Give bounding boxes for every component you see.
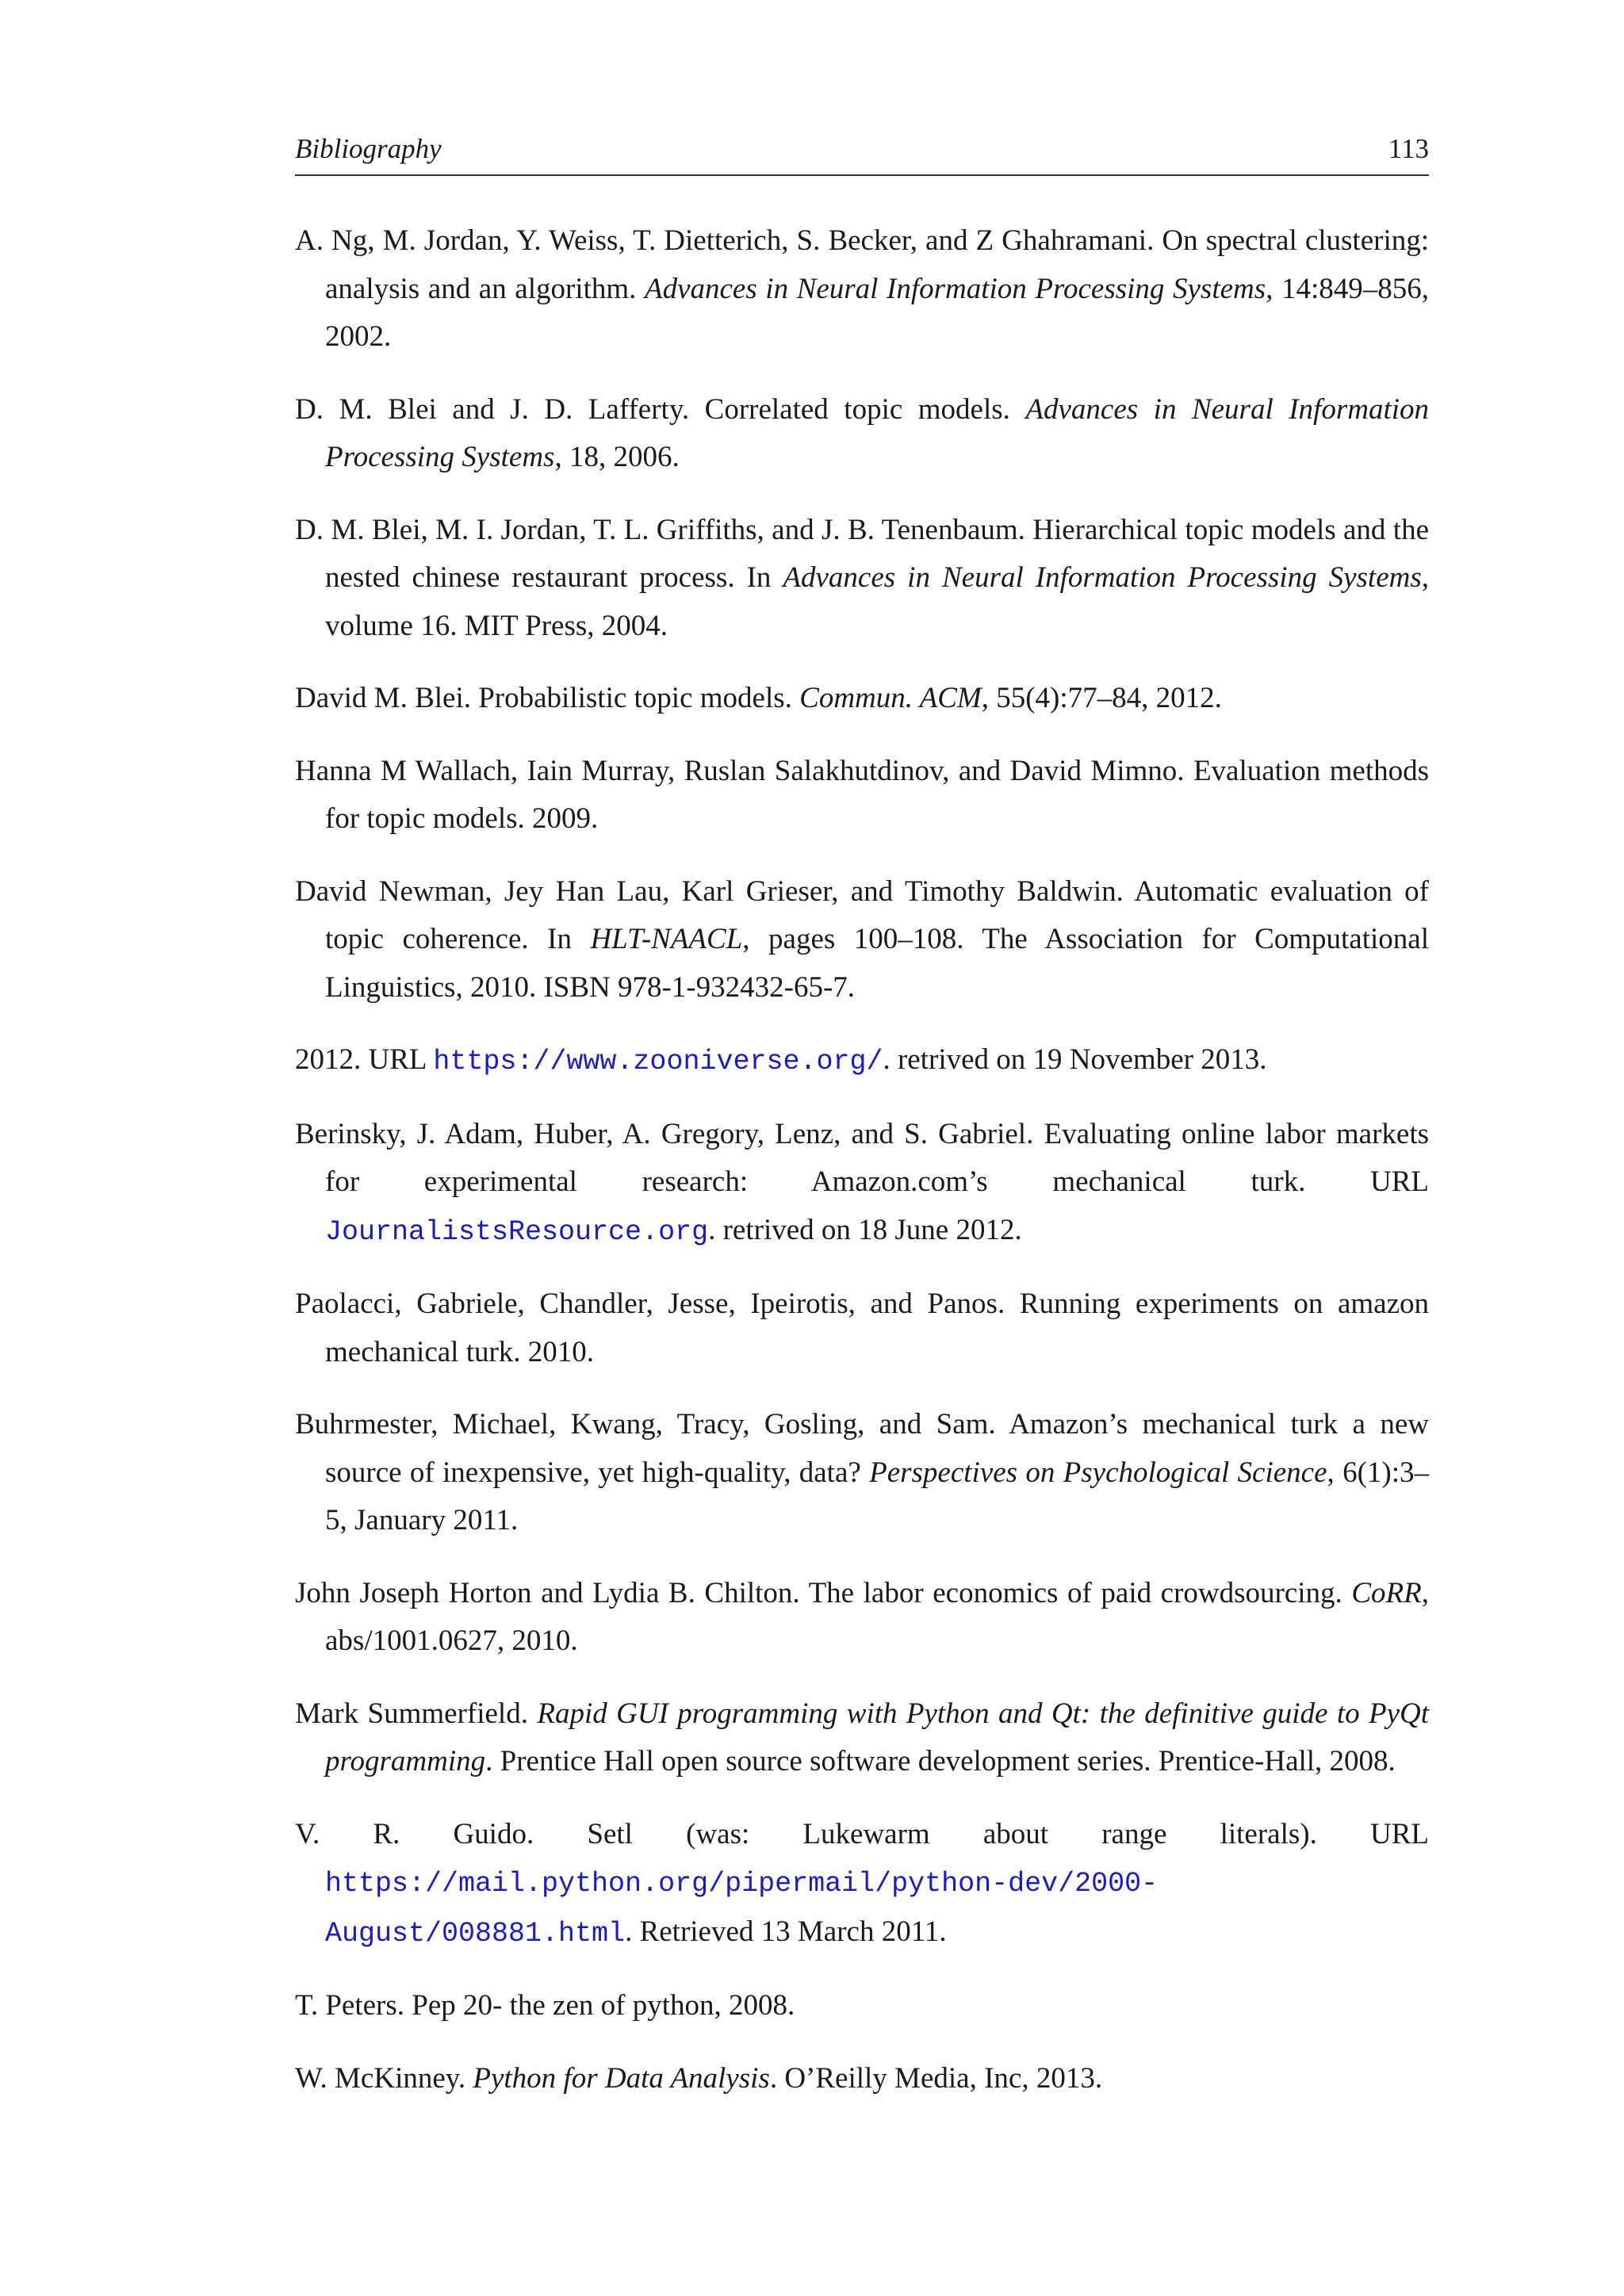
reference-details: , volume 16. MIT Press, 2004. xyxy=(325,561,1429,642)
page-number: 113 xyxy=(1388,133,1429,164)
reference-venue: Advances in Neural Information Processing Systems xyxy=(325,392,1429,473)
reference-details: , 18, 2006. xyxy=(554,441,680,473)
reference-text: D. M. Blei, M. I. Jordan, T. L. Griffiths, and J. B. Tenenbaum. Hierarchical topic models and the nested chinese restaurant process. In xyxy=(295,513,1429,594)
reference-text: V. R. Guido. Setl (was: Lukewarm about range literals). URL xyxy=(295,1817,1429,1850)
reference-text: D. M. Blei and J. D. Lafferty. Correlated topic models. xyxy=(295,392,1026,426)
reference-text: W. McKinney. xyxy=(295,2061,473,2095)
reference-entry xyxy=(295,507,1429,651)
reference-entry xyxy=(295,1401,1429,1545)
reference-details: , 14:849–856, 2002. xyxy=(325,272,1429,353)
reference-text: David Newman, Jey Han Lau, Karl Grieser, and Timothy Baldwin. Automatic evaluation of topic coherence. In xyxy=(295,874,1429,955)
reference-entry xyxy=(295,748,1429,844)
reference-details: . Prentice Hall open source software development series. Prentice-Hall, 2008. xyxy=(485,1745,1396,1777)
reference-text: 2012. URL xyxy=(295,1043,434,1076)
running-title: Bibliography xyxy=(295,133,442,164)
reference-text: Paolacci, Gabriele, Chandler, Jesse, Ipeirotis, and Panos. Running experiments on amazon mechanical turk. 2010. xyxy=(295,1288,1429,1368)
reference-list xyxy=(295,217,1429,2127)
reference-venue: Advances in Neural Information Processing Systems xyxy=(783,561,1422,594)
reference-text: Buhrmester, Michael, Kwang, Tracy, Gosling, and Sam. Amazon’s mechanical turk a new source of inexpensive, yet high-quality, data? xyxy=(295,1408,1429,1489)
reference-details: . O’Reilly Media, Inc, 2013. xyxy=(769,2061,1103,2095)
reference-details: , abs/1001.0627, 2010. xyxy=(325,1576,1429,1657)
page-header xyxy=(295,130,1429,176)
reference-url-link[interactable]: https://www.zooniverse.org/ xyxy=(433,1046,883,1077)
reference-entry xyxy=(295,1982,1429,2030)
reference-text: David M. Blei. Probabilistic topic models. xyxy=(295,682,800,714)
reference-entry xyxy=(295,1690,1429,1786)
reference-entry xyxy=(295,1811,1429,1958)
reference-url-link[interactable]: https://mail.python.org/pipermail/python-dev/2000-August/008881.html xyxy=(325,1868,1159,1950)
reference-venue: Rapid GUI programming with Python and Qt: the definitive guide to PyQt programming xyxy=(325,1697,1430,1777)
reference-text: T. Peters. Pep 20- the zen of python, 2008. xyxy=(295,1989,795,2022)
reference-entry xyxy=(295,1280,1429,1376)
reference-entry xyxy=(295,2055,1429,2103)
reference-entry xyxy=(295,868,1429,1012)
reference-url-link[interactable]: JournalistsResource.org xyxy=(325,1215,709,1248)
reference-text: Hanna M Wallach, Iain Murray, Ruslan Salakhutdinov, and David Mimno. Evaluation methods for topic models. 2009. xyxy=(295,754,1429,835)
reference-venue: CoRR xyxy=(1351,1576,1422,1609)
reference-entry xyxy=(295,386,1429,482)
reference-details: . retrived on 18 June 2012. xyxy=(708,1213,1022,1246)
reference-text: A. Ng, M. Jordan, Y. Weiss, T. Dietterich, S. Becker, and Z Ghahramani. On spectral clustering: analysis and an algorithm. xyxy=(295,224,1429,305)
reference-details: . Retrieved 13 March 2011. xyxy=(625,1915,947,1948)
reference-venue: Advances in Neural Information Processing Systems xyxy=(644,272,1266,305)
reference-venue: Perspectives on Psychological Science xyxy=(869,1456,1327,1489)
reference-details: . retrived on 19 November 2013. xyxy=(883,1043,1267,1076)
reference-entry xyxy=(295,217,1429,362)
reference-entry xyxy=(295,1570,1429,1666)
reference-text: Berinsky, J. Adam, Huber, A. Gregory, Lenz, and S. Gabriel. Evaluating online labor markets for experimental research: Amazon.com’s mechanical turk. URL xyxy=(295,1117,1429,1198)
reference-details: , 6(1):3–5, January 2011. xyxy=(325,1456,1429,1536)
reference-entry xyxy=(295,675,1429,723)
reference-text: John Joseph Horton and Lydia B. Chilton. The labor economics of paid crowdsourcing. xyxy=(295,1576,1352,1609)
reference-venue: Python for Data Analysis xyxy=(473,2061,770,2095)
reference-venue: Commun. ACM xyxy=(799,682,982,714)
reference-entry xyxy=(295,1036,1429,1086)
reference-entry xyxy=(295,1111,1429,1257)
reference-details: , 55(4):77–84, 2012. xyxy=(981,682,1222,714)
reference-details: , pages 100–108. The Association for Computational Linguistics, 2010. ISBN 978-1-932432-65-7. xyxy=(325,923,1429,1004)
reference-venue: HLT-NAACL xyxy=(590,923,743,955)
reference-text: Mark Summerfield. xyxy=(295,1697,538,1730)
